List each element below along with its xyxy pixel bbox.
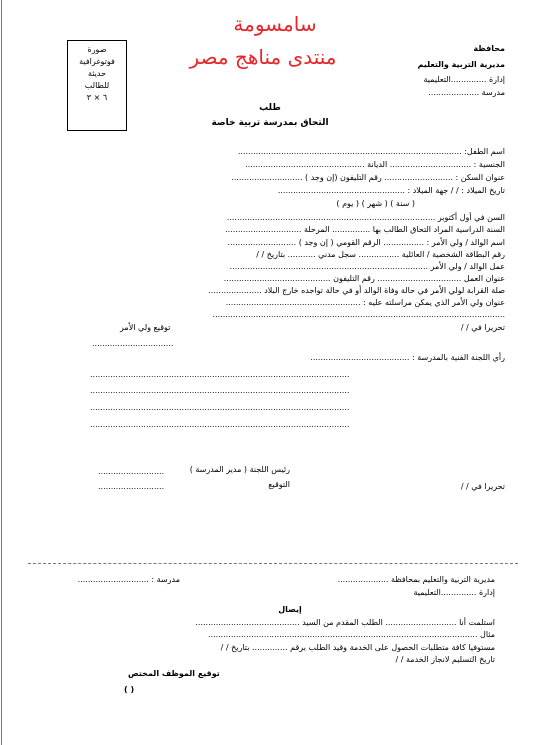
form-line-age: السن في أول أكتوبر .................................................................................. (226, 213, 505, 222)
form-line-address: عنوان السكن : ........................... رقم التليفون (إن وجد ) ............................ (231, 173, 505, 182)
form-title: طلب (259, 103, 281, 113)
form-line-id-card: رقم البطاقة الشخصية / العائلية ................ سجل مدني ........... بتاريخ / / (256, 250, 505, 259)
committee-sign-dots: .......................... (98, 482, 165, 491)
receipt-date: تاريخ التسليم لانجاز الخدمة / / (395, 655, 495, 664)
form-line-child-name: اسم الطفل: ........................................................................................ (237, 147, 505, 156)
committee-line: ...................................................................................................... (90, 386, 350, 395)
receipt-received: استلمت أنا ............................ الطلب المقدم من السيد ......................................... (195, 618, 495, 627)
header-governorate: محافظة (473, 44, 505, 53)
receipt-employee-paren: ( ) (124, 685, 135, 694)
photo-line: حديثة (87, 69, 107, 78)
watermark-line-1: سامسومة (233, 12, 317, 36)
photo-line: فوتوغرافية (79, 57, 115, 66)
watermark-line-2: منتدى مناهج مصر (189, 45, 337, 69)
form-line-school-year: السنة الدراسية المراد التحاق الطالب بها ............... المرحلة .............................. (225, 225, 505, 234)
photo-line: ٦ × ٣ (86, 93, 108, 102)
form-line-nationality: الجنسية : ................................ الديانة ............................................... (245, 160, 505, 169)
committee-line: ...................................................................................................... (90, 403, 350, 412)
header-directorate: مديرية التربية والتعليم (417, 60, 505, 69)
form-line-birthdate: تاريخ الميلاد : / / جهة الميلاد : .................................................. (277, 186, 505, 195)
form-line-extra: ................................................................................................................... (212, 310, 505, 319)
header-admin: إدارة ..............التعليمية (423, 75, 505, 84)
committee-line: ...................................................................................................... (90, 370, 350, 379)
left-border-line (1, 0, 2, 745)
form-line-guardian-address: عنوان ولي الأمر الذي يمكن مراسلته عليه : ..................................................... (225, 298, 505, 307)
receipt-admin: إدارة ..............التعليمية (413, 588, 495, 597)
committee-date: تحريرا في / / (460, 482, 505, 491)
committee-head-label: رئيس اللجنة ( مدير المدرسة ) (189, 465, 290, 474)
form-line-work-address: عنوان العمل ................................. رقم التليفون .......................................... (223, 274, 505, 283)
receipt-employee-label: توقيع الموظف المختص (128, 669, 220, 678)
committee-line: ...................................................................................................... (90, 420, 350, 429)
form-line-guardian-job: عمل الوالد / ولي الأمر .............................................................................. (229, 262, 505, 271)
committee-opinion: رأي اللجنة الفنية بالمدرسة : ....................................... (310, 353, 505, 362)
guardian-sign-dots: ................................ (92, 339, 174, 348)
receipt-directorate: مديرية التربية والتعليم بمحافظة .................... (337, 575, 495, 584)
cut-line (28, 563, 518, 564)
photo-line: صورة (87, 45, 107, 54)
photo-box (67, 40, 127, 131)
committee-head-dots: .......................... (98, 467, 165, 476)
photo-line: للطالب (84, 81, 110, 90)
receipt-fulfilled: مستوفيا كافة متطلبات الحصول على الخدمة وقيد الطلب برقم .............. بتاريخ / / (220, 643, 495, 652)
header-school: مدرسة .................... (428, 88, 505, 97)
guardian-sign-label: توقيع ولي الأمر (120, 323, 171, 332)
committee-sign-label: التوقيع (268, 480, 290, 489)
receipt-school: مدرسة : ............................ (77, 575, 180, 584)
form-line-guardian-name: اسم الوالد / ولي الأمر : ................ الرقم القومي ( إن وجد ) ........................... (227, 238, 505, 247)
receipt-title: إيصال (278, 605, 302, 614)
guardian-sign-date: تحريرا في / / (460, 323, 505, 332)
form-line-kinship: صلة القرابة لولي الأمر في حالة وفاة الوالد أو في حالة تواجده خارج البلاد ..................... (208, 286, 505, 295)
form-line-date-units: ( سنة ) ( شهر ) ( يوم ) (336, 199, 415, 208)
form-subtitle: التحاق بمدرسة تربية خاصة (211, 118, 329, 128)
receipt-attached: مثال .......................................................................................................... (207, 630, 495, 639)
